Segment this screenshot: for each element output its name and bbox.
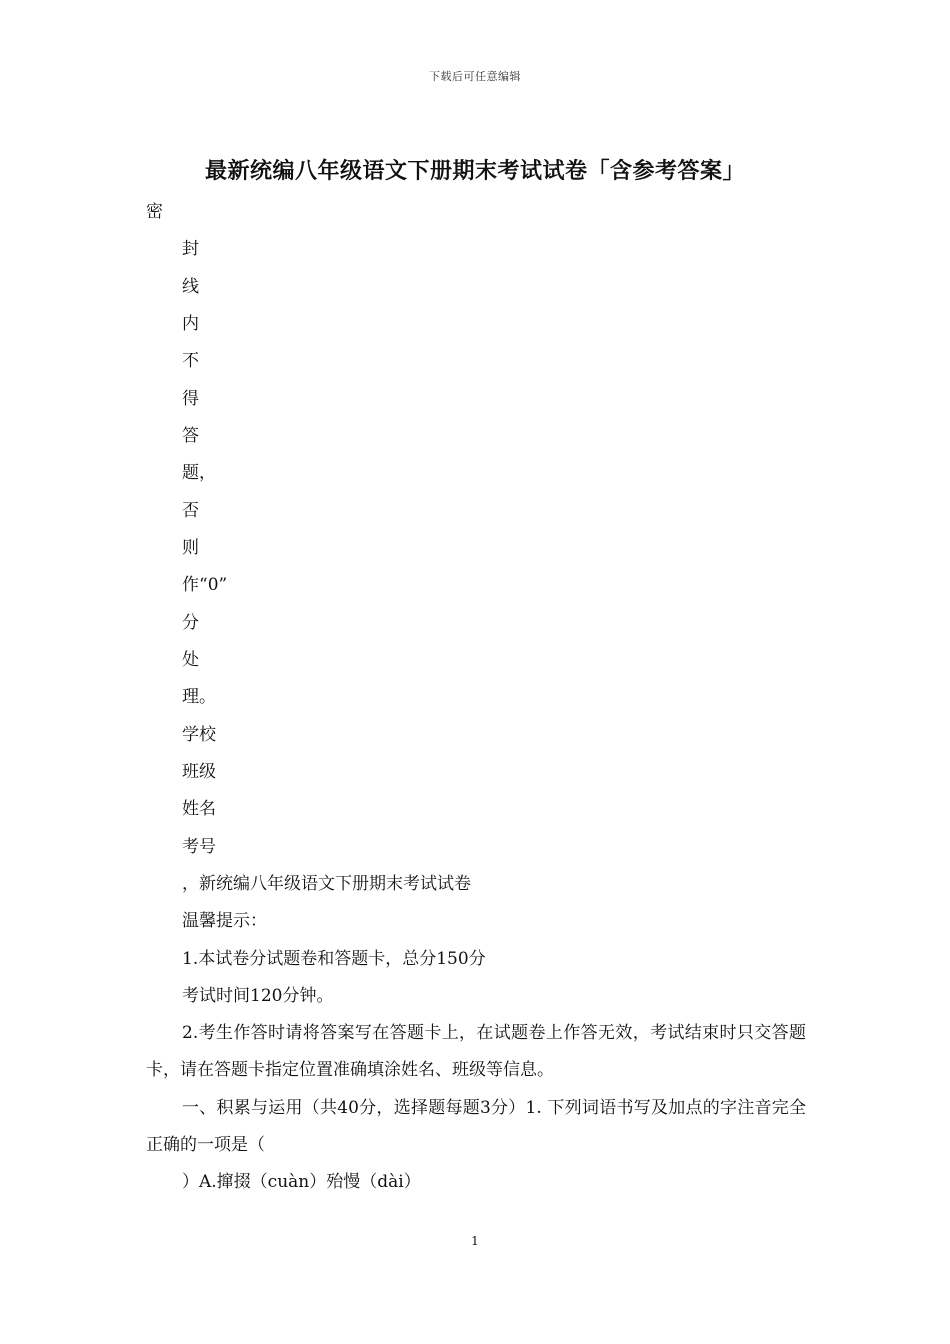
seal-char: 否 [182, 501, 199, 521]
seal-char: 题， [182, 463, 216, 483]
seal-char: 则 [182, 538, 199, 558]
tip-1: 1.本试卷分试题卷和答题卡，总分150分 [182, 949, 486, 969]
seal-char: 分 [182, 613, 199, 633]
seal-char: 不 [182, 351, 199, 371]
tips-label: 温馨提示： [182, 911, 267, 931]
seal-char: 封 [182, 239, 199, 259]
info-field-school: 学校 [182, 725, 216, 745]
header-note: 下载后可任意编辑 [429, 70, 521, 83]
seal-char: 得 [182, 389, 199, 409]
section-1-question-1: 一、积累与运用（共40分，选择题每题3分）1. 下列词语书写及加点的字注音完全正确的一项是（ [146, 1098, 806, 1155]
seal-char: 处 [182, 650, 199, 670]
option-a: ）A.撺掇（cuàn）殆慢（dài） [182, 1172, 421, 1192]
seal-char: 线 [182, 277, 199, 297]
seal-char: 答 [182, 426, 199, 446]
document-title: 最新统编八年级语文下册期末考试试卷「含参考答案」 [204, 158, 745, 184]
exam-name: ，新统编八年级语文下册期末考试试卷 [182, 874, 471, 894]
info-field-name: 姓名 [182, 799, 216, 819]
seal-char-first: 密 [146, 202, 163, 222]
tip-1-time: 考试时间120分钟。 [182, 986, 334, 1006]
page-number: 1 [471, 1234, 479, 1248]
info-field-class: 班级 [182, 762, 216, 782]
seal-char: 内 [182, 314, 199, 334]
seal-char: 理。 [182, 687, 216, 707]
info-field-exam-number: 考号 [182, 837, 216, 857]
seal-char: 作“0” [182, 575, 228, 595]
tip-2: 2.考生作答时请将答案写在答题卡上，在试题卷上作答无效，考试结束时只交答题卡，请在答题卡指定位置准确填涂姓名、班级等信息。 [146, 1023, 806, 1080]
